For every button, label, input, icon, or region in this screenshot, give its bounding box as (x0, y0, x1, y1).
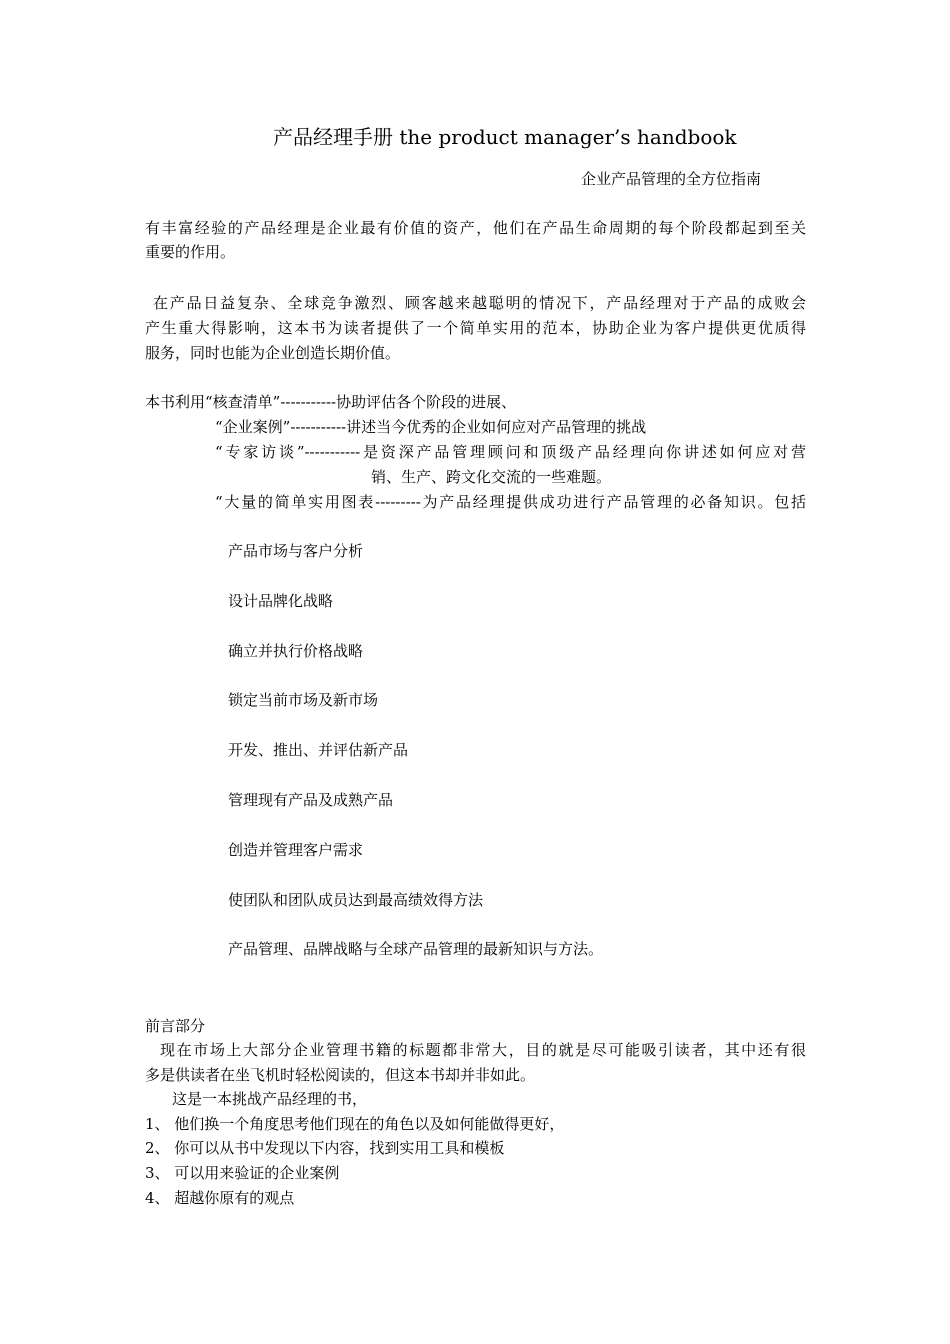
intro-paragraph-1-line-1: 有丰富经验的产品经理是企业最有价值的资产，他们在产品生命周期的每个阶段都起到至关 (145, 219, 806, 237)
preface-heading: 前言部分 (145, 1017, 206, 1035)
preface-list-item: 2、 你可以从书中发现以下内容，找到实用工具和模板 (145, 1139, 505, 1157)
topic-item: 创造并管理客户需求 (228, 841, 364, 859)
preface-line-3: 这是一本挑战产品经理的书， (172, 1090, 368, 1108)
preface-list-item: 1、 他们换一个角度思考他们现在的角色以及如何能做得更好， (145, 1115, 565, 1133)
preface-line-2: 多是供读者在坐飞机时轻松阅读的，但这本书却并非如此。 (145, 1066, 536, 1084)
topic-item: 使团队和团队成员达到最高绩效得方法 (228, 891, 484, 909)
topic-item: 开发、推出、并评估新产品 (228, 741, 409, 759)
intro-paragraph-2-line-1: 在产品日益复杂、全球竞争激烈、顾客越来越聪明的情况下，产品经理对于产品的成败会 (153, 294, 806, 312)
feature-expert-interviews-continued: 销、生产、跨文化交流的一些难题。 (371, 468, 612, 486)
feature-checklist: 本书利用“核查清单”-----------协助评估各个阶段的进展、 (145, 393, 517, 411)
topic-item: 管理现有产品及成熟产品 (228, 791, 394, 809)
feature-expert-interviews: “专家访谈”-----------是资深产品管理顾问和顶级产品经理向你讲述如何应对营 (215, 443, 806, 461)
preface-list-item: 4、 超越你原有的观点 (145, 1189, 295, 1207)
topic-item: 锁定当前市场及新市场 (228, 691, 379, 709)
topic-item: 产品市场与客户分析 (228, 542, 364, 560)
intro-paragraph-2-line-3: 服务，同时也能为企业创造长期价值。 (145, 344, 401, 362)
document-subtitle: 企业产品管理的全方位指南 (581, 170, 762, 188)
preface-line-1: 现在市场上大部分企业管理书籍的标题都非常大，目的就是尽可能吸引读者，其中还有很 (160, 1041, 806, 1059)
preface-list-item: 3、 可以用来验证的企业案例 (145, 1164, 340, 1182)
topic-item: 设计品牌化战略 (228, 592, 334, 610)
feature-charts: “大量的简单实用图表---------为产品经理提供成功进行产品管理的必备知识。包括 (215, 493, 806, 511)
topic-item: 确立并执行价格战略 (228, 642, 364, 660)
document-title: 产品经理手册 the product manager’s handbook (273, 125, 737, 149)
topic-item: 产品管理、品牌战略与全球产品管理的最新知识与方法。 (228, 940, 604, 958)
feature-case-studies: “企业案例”-----------讲述当今优秀的企业如何应对产品管理的挑战 (215, 418, 647, 436)
intro-paragraph-1-line-2: 重要的作用。 (145, 243, 236, 261)
intro-paragraph-2-line-2: 产生重大得影响，这本书为读者提供了一个简单实用的范本，协助企业为客户提供更优质得 (145, 319, 806, 337)
